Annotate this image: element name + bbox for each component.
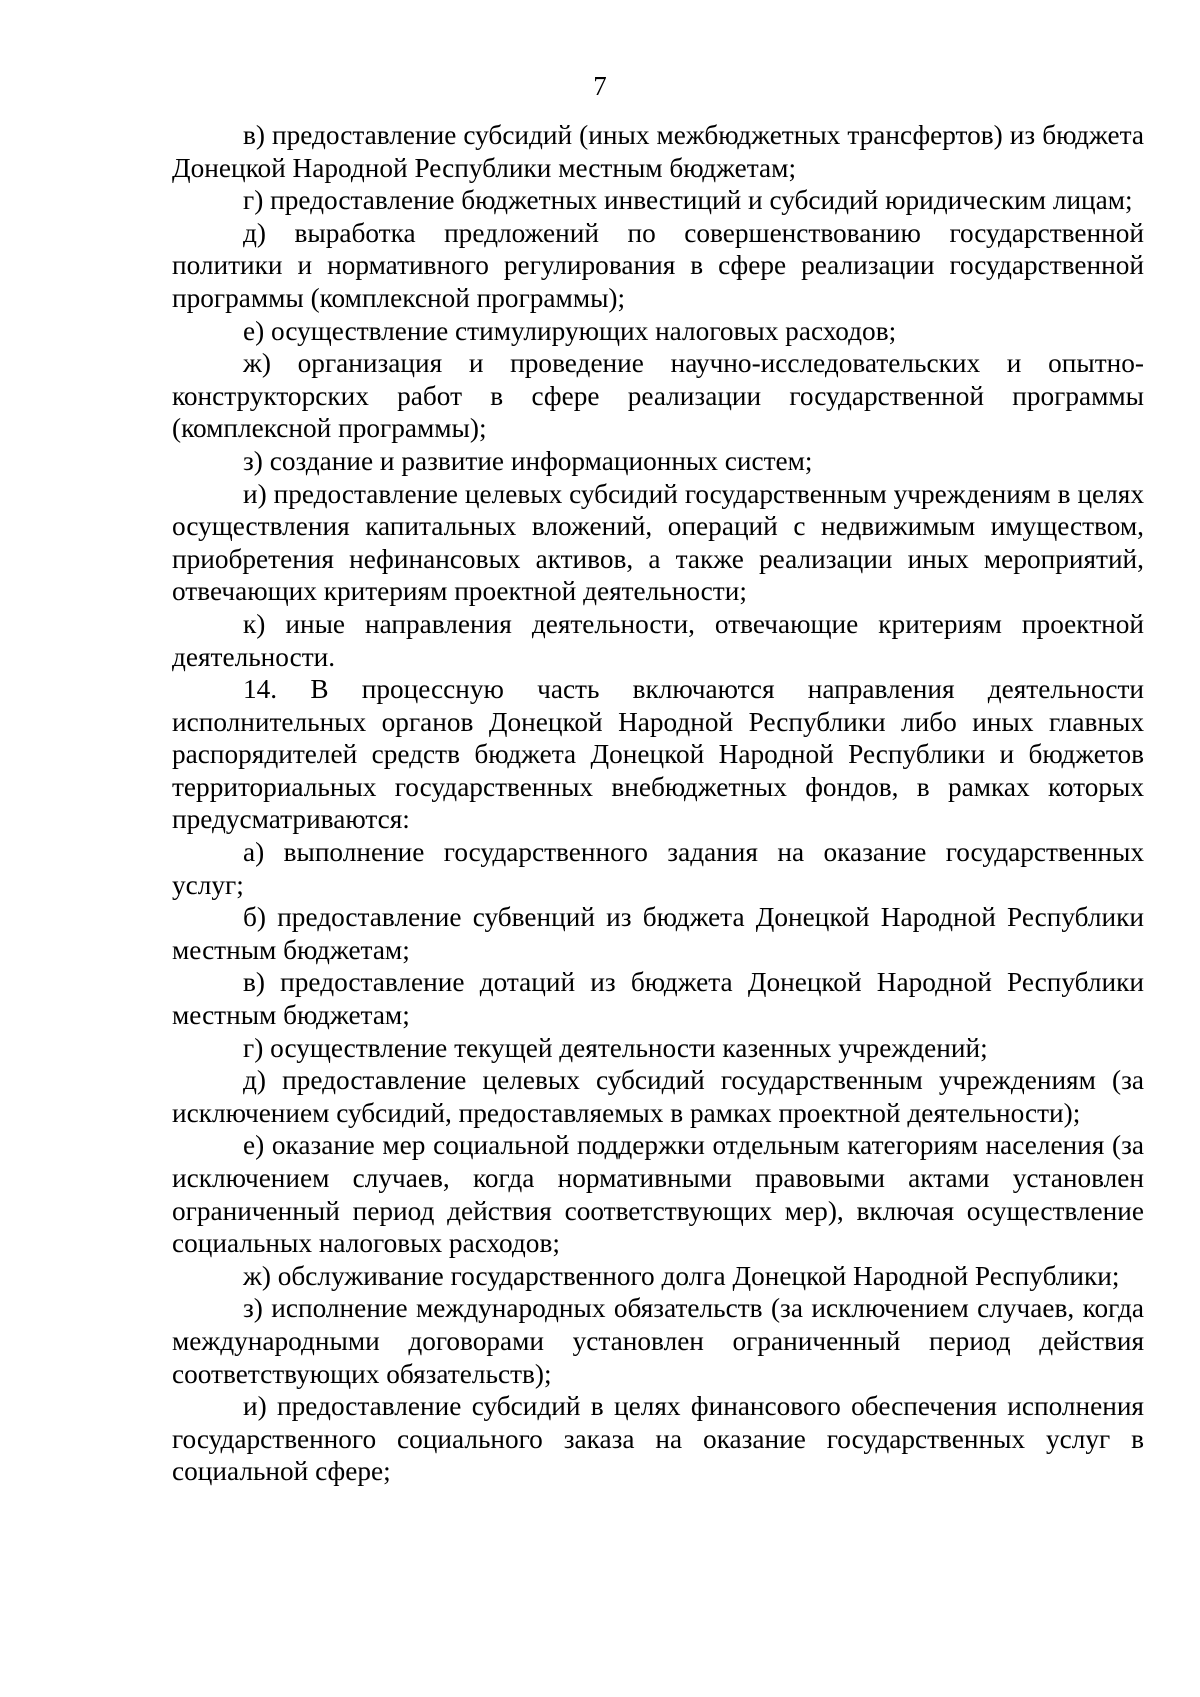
paragraph-item-d-proposals: д) выработка предложений по совершенствованию государственной политики и нормативного регулирования в сфере реализации государственной программы (комплексной программы); — [172, 217, 1144, 313]
paragraph-item-d-targeted-subsidies: д) предоставление целевых субсидий государственным учреждениям (за исключением субсидий, предоставляемых в рамках проектной деятельности); — [172, 1065, 1144, 1128]
paragraph-item-k-other-directions: к) иные направления деятельности, отвечающие критериям проектной деятельности. — [172, 608, 1144, 672]
paragraph-item-zh-debt-service: ж) обслуживание государственного долга Донецкой Народной Республики; — [243, 1260, 1120, 1291]
paragraph-item-g-investments: г) предоставление бюджетных инвестиций и субсидий юридическим лицам; — [243, 185, 1133, 216]
paragraph-item-i-social-order: и) предоставление субсидий в целях финансового обеспечения исполнения государственного социального заказа на оказание государственных услуг в социальной сфере; — [172, 1391, 1144, 1487]
document-body — [172, 119, 1144, 1488]
paragraph-item-v-subsidies: в) предоставление субсидий (иных межбюджетных трансфертов) из бюджета Донецкой Народной Республики местным бюджетам; — [172, 120, 1144, 183]
page-number: 7 — [593, 71, 607, 101]
paragraph-item-e-tax-expenses: е) осуществление стимулирующих налоговых расходов; — [243, 315, 897, 346]
paragraph-item-g-current-activity: г) осуществление текущей деятельности казенных учреждений; — [243, 1032, 988, 1063]
paragraph-item-v-subsidies-grants: в) предоставление дотаций из бюджета Донецкой Народной Республики местным бюджетам; — [172, 967, 1144, 1031]
paragraph-item-z-information-systems: з) создание и развитие информационных систем; — [243, 445, 813, 476]
paragraph-item-e-social-support: е) оказание мер социальной поддержки отдельным категориям населения (за исключением случаев, когда нормативными правовыми актами установлен ограниченный период действия соответствующих мер), включая осуществление социальных налоговых расходов; — [172, 1130, 1144, 1259]
paragraph-item-z-international-obligations: з) исполнение международных обязательств (за исключением случаев, когда международными договорами установлен ограниченный период действия соответствующих обязательств); — [172, 1293, 1144, 1389]
paragraph-item-b-subventions: б) предоставление субвенций из бюджета Донецкой Народной Республики местным бюджетам; — [172, 902, 1144, 965]
paragraph-item-i-targeted-subsidies: и) предоставление целевых субсидий государственным учреждениям в целях осуществления капитальных вложений, операций с недвижимым имуществом, приобретения нефинансовых активов, а также реализации иных мероприятий, отвечающих критериям проектной деятельности; — [172, 478, 1144, 607]
paragraph-section-14: 14. В процессную часть включаются направления деятельности исполнительных органов Донецкой Народной Республики либо иных главных распорядителей средств бюджета Донецкой Народной Республики и бюджетов территориальных государственных внебюджетных фондов, в рамках которых предусматриваются: — [172, 674, 1144, 835]
paragraph-item-a-state-assignment: а) выполнение государственного задания на оказание государственных услуг; — [172, 837, 1144, 900]
paragraph-item-zh-research: ж) организация и проведение научно-исследовательских и опытно-конструкторских работ в сфере реализации государственной программы (комплексной программы); — [172, 348, 1144, 444]
